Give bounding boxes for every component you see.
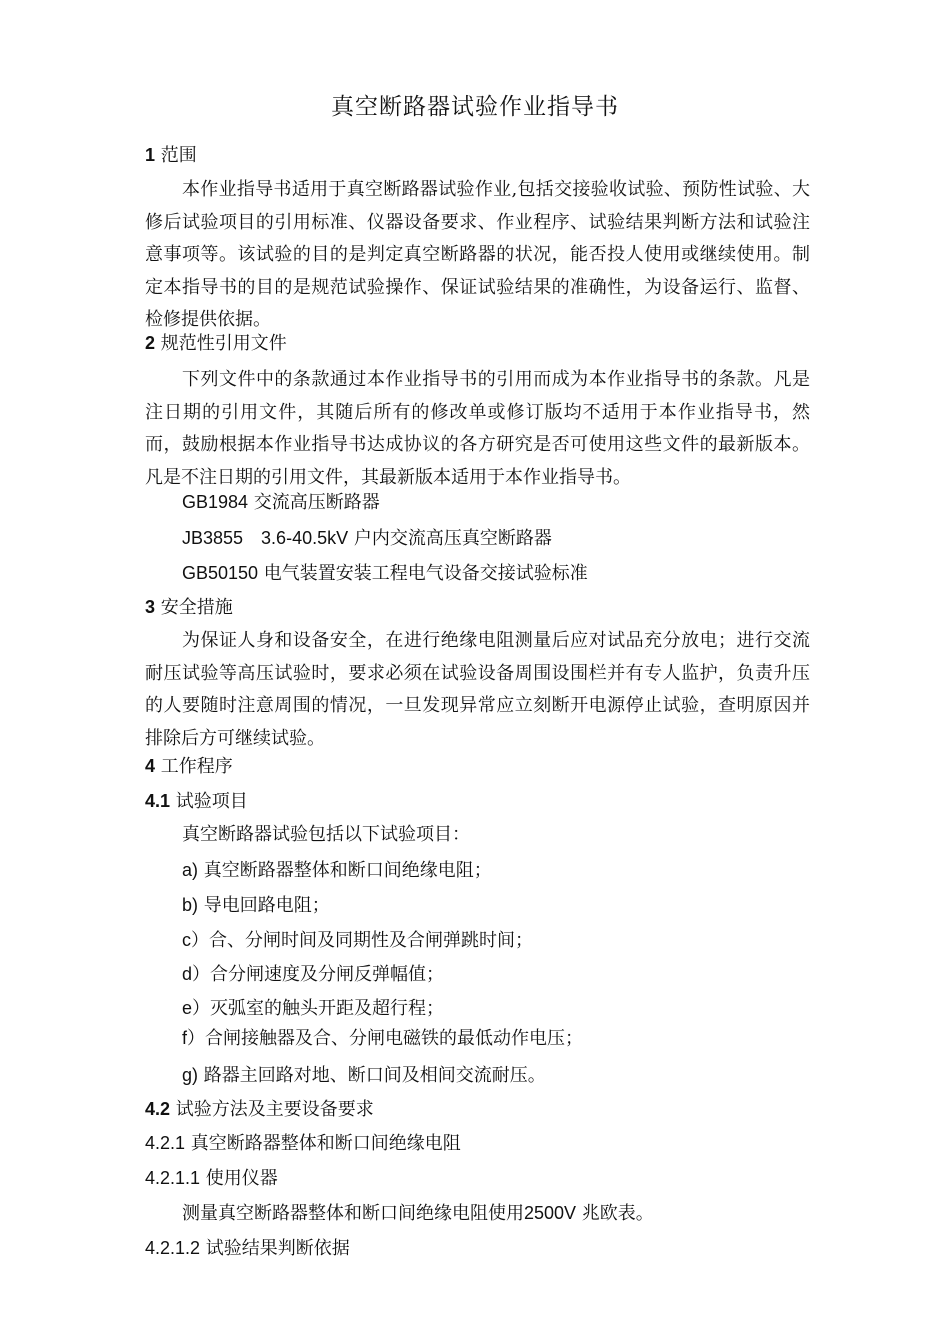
reference-item (182, 561, 588, 586)
reference-code: GB1984 (182, 492, 249, 512)
section-title: 试验结果判断依据 (205, 1238, 350, 1259)
item-text: 合分闸速度及分闸反弹幅值； (210, 964, 445, 985)
item-text: 路器主回路对地、断口间及相间交流耐压。 (203, 1065, 546, 1086)
section-title: 工作程序 (160, 756, 233, 777)
section-number: 4 (145, 756, 156, 776)
section-4-1-heading (145, 789, 248, 814)
section-4-2-1-2-heading (145, 1236, 350, 1261)
section-title: 规范性引用文件 (160, 333, 287, 354)
item-marker: f） (182, 1028, 206, 1048)
section-title: 试验项目 (175, 791, 248, 812)
item-marker: d） (182, 964, 211, 984)
section-number: 4.1 (145, 791, 171, 811)
test-item (182, 996, 444, 1021)
section-title: 试验方法及主要设备要求 (175, 1099, 374, 1120)
reference-item (182, 490, 380, 515)
section-number: 4.2.1.2 (145, 1238, 201, 1258)
test-item (182, 858, 492, 883)
section-2-paragraph: 下列文件中的条款通过本作业指导书的引用而成为本作业指导书的条款。凡是注日期的引用文件，其随后所有的修改单或修订版均不适用于本作业指导书，然而，鼓励根据本作业指导书达成协议的各方研究是否可使用这些文件的最新版本。凡是不注日期的引用文件，其最新版本适用于本作业指导书。 (145, 369, 810, 488)
item-marker: g) (182, 1065, 199, 1085)
reference-item (182, 526, 552, 551)
test-item (182, 1063, 546, 1088)
item-text: 导电回路电阻； (203, 895, 330, 916)
section-4-2-1-1-heading (145, 1166, 278, 1191)
item-text: 真空断路器整体和断口间绝缘电阻； (203, 860, 492, 881)
test-item (182, 928, 533, 953)
section-number: 3 (145, 597, 156, 617)
test-item (182, 962, 444, 987)
section-4-2-1-heading (145, 1131, 461, 1156)
section-number: 4.2 (145, 1099, 171, 1119)
document-title: 真空断路器试验作业指导书 (331, 94, 619, 120)
item-marker: a) (182, 860, 199, 880)
instrument-text-b: 兆欧表。 (581, 1203, 654, 1224)
section-1-heading (145, 143, 197, 168)
item-marker: c） (182, 930, 209, 950)
item-text: 灭弧室的触头开距及超行程； (210, 998, 445, 1019)
section-1-paragraph: 本作业指导书适用于真空断路器试验作业,包括交接验收试验、预防性试验、大修后试验项目的引用标准、仪器设备要求、作业程序、试验结果判断方法和试验注意事项等。该试验的目的是判定真空断路器的状况，能否投人使用或继续使用。制定本指导书的目的是规范试验操作、保证试验结果的准确性，为设备运行、监督、检修提供依据。 (145, 179, 810, 330)
item-marker: e） (182, 998, 211, 1018)
section-title: 真空断路器整体和断口间绝缘电阻 (190, 1133, 461, 1154)
test-items-intro: 真空断路器试验包括以下试验项目： (182, 824, 470, 845)
section-title: 范围 (160, 145, 197, 166)
instrument-text-a: 测量真空断路器整体和断口间绝缘电阻使用 (182, 1203, 524, 1224)
section-number: 1 (145, 145, 156, 165)
reference-text: 交流高压断路器 (253, 492, 380, 513)
item-marker: b) (182, 895, 199, 915)
item-text: 合闸接触器及合、分闸电磁铁的最低动作电压； (205, 1028, 584, 1049)
reference-text: 电气装置安装工程电气设备交接试验标准 (263, 563, 588, 584)
section-2-heading (145, 331, 287, 356)
test-item (182, 893, 330, 918)
section-4-heading (145, 754, 233, 779)
instrument-text (182, 1201, 654, 1226)
section-number: 2 (145, 333, 156, 353)
section-3-heading (145, 595, 233, 620)
reference-code: JB3855 3.6-40.5kV (182, 528, 349, 548)
reference-code: GB50150 (182, 563, 259, 583)
section-4-2-heading (145, 1097, 374, 1122)
test-item (182, 1026, 583, 1051)
section-number: 4.2.1.1 (145, 1168, 201, 1188)
section-title: 使用仪器 (205, 1168, 278, 1189)
voltage-value: 2500V (524, 1203, 577, 1223)
section-title: 安全措施 (160, 597, 233, 618)
section-3-paragraph: 为保证人身和设备安全，在进行绝缘电阻测量后应对试品充分放电；进行交流耐压试验等高压试验时，要求必须在试验设备周围设围栏并有专人监护，负责升压的人要随时注意周围的情况，一旦发现异常应立刻断开电源停止试验，查明原因并排除后方可继续试验。 (145, 630, 810, 749)
item-text: 合、分闸时间及同期性及合闸弹跳时间； (209, 930, 533, 951)
reference-text: 户内交流高压真空断路器 (353, 528, 552, 549)
section-number: 4.2.1 (145, 1133, 186, 1153)
